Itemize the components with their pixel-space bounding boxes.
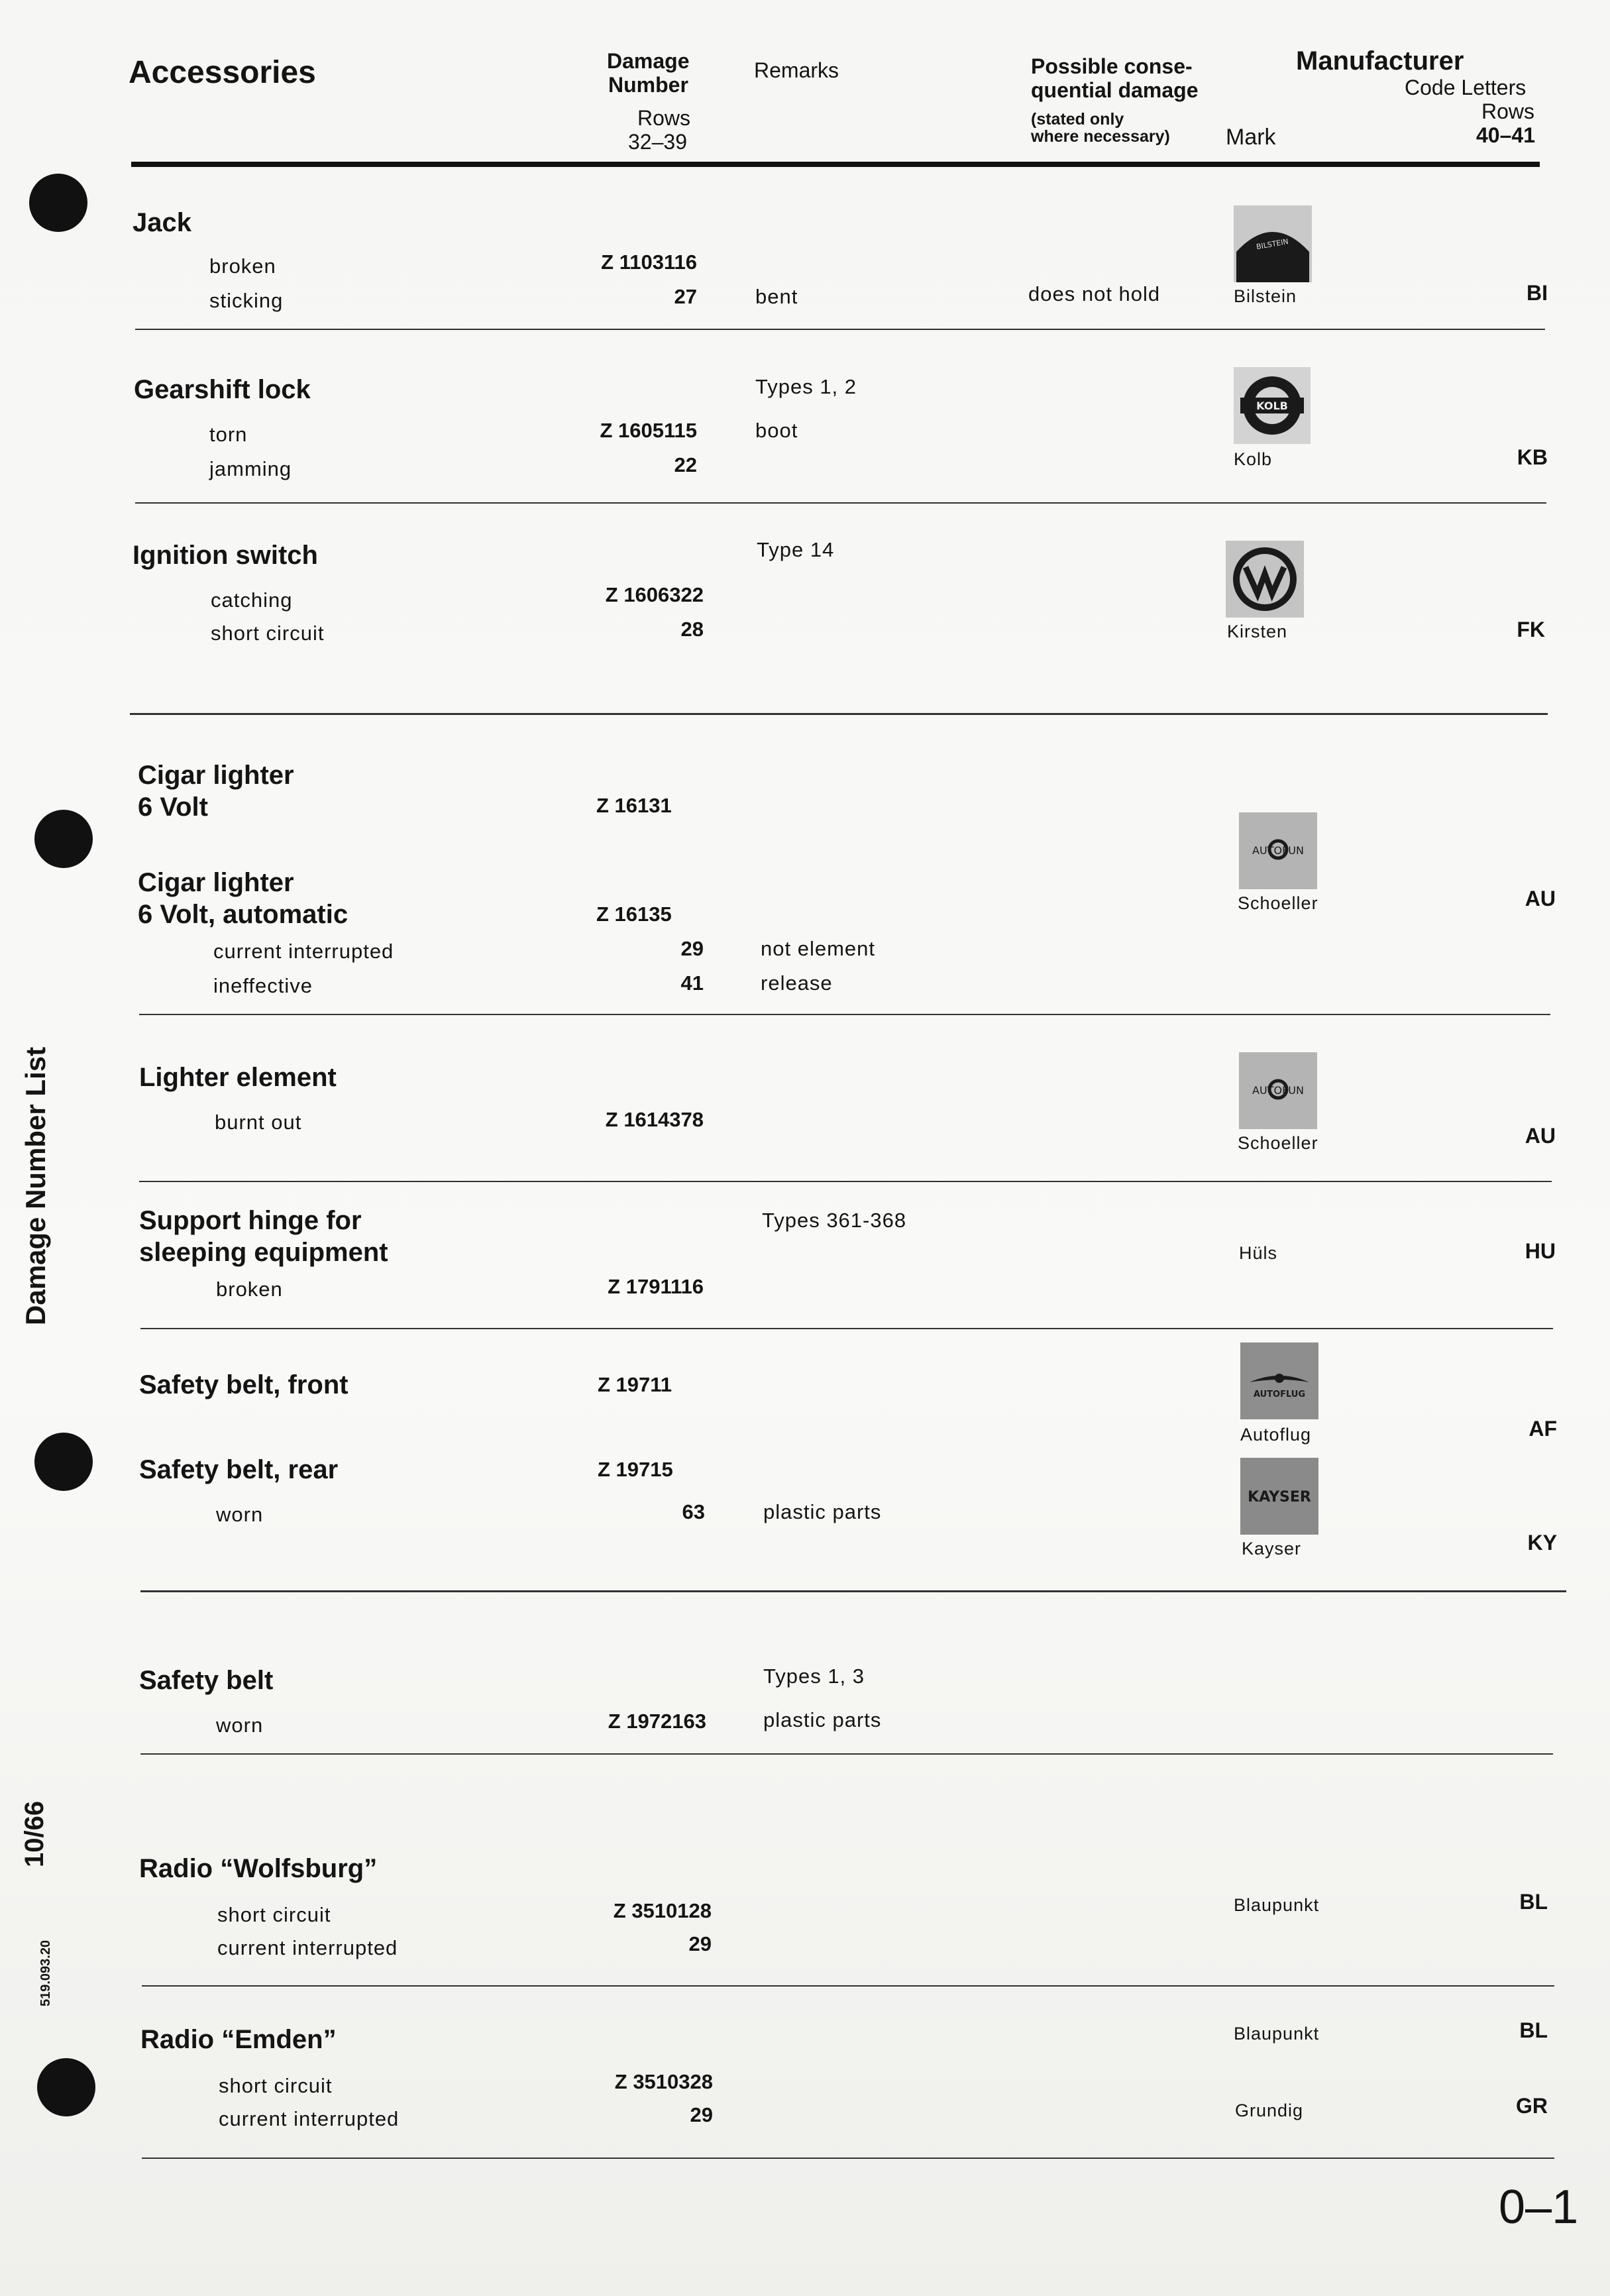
damage-number: 28 [680, 618, 704, 641]
section-divider [139, 1181, 1552, 1182]
manufacturer-mark: Kolb [1234, 449, 1273, 469]
damage-number: Z 19715 [598, 1458, 673, 1481]
manufacturer-mark: Bilstein [1234, 286, 1297, 306]
damage-number-header: Damage [607, 49, 690, 73]
damage-number: 29 [690, 2103, 713, 2126]
code-letters: KB [1517, 445, 1548, 469]
manufacturer-mark: Schoeller [1238, 1133, 1318, 1153]
bilstein-logo-icon [1234, 205, 1312, 282]
mark-header: Mark [1226, 125, 1276, 150]
damage-label: burnt out [215, 1111, 302, 1134]
item-title: Radio “Emden” [140, 2025, 337, 2054]
manufacturer-mark: Blaupunkt [1234, 1895, 1320, 1915]
damage-label: worn [216, 1503, 264, 1526]
remark: not element [761, 937, 875, 960]
damage-label: jamming [209, 457, 292, 480]
remark: plastic parts [763, 1708, 882, 1731]
item-title: 6 Volt [138, 793, 208, 822]
item-title: Jack [133, 208, 191, 237]
manufacturer-header: Manufacturer [1296, 46, 1464, 76]
item-title: Safety belt, front [139, 1370, 349, 1399]
item-title: Gearshift lock [134, 375, 311, 404]
punch-hole [34, 1433, 93, 1491]
remark: Type 14 [757, 538, 835, 561]
code-letters: AU [1525, 887, 1556, 910]
damage-label: current interrupted [219, 2107, 400, 2130]
section-divider [142, 2158, 1554, 2159]
section-divider [142, 1985, 1554, 1987]
remark: Types 361-368 [762, 1209, 907, 1232]
damage-number: Z 1606322 [605, 583, 704, 606]
damage-label: short circuit [211, 622, 325, 645]
item-title: Safety belt [139, 1666, 274, 1695]
kayser-logo-icon [1240, 1458, 1318, 1535]
autofun-logo-icon [1239, 1052, 1317, 1129]
manufacturer-mark: Blaupunkt [1234, 2024, 1320, 2044]
manufacturer-mark: Autoflug [1240, 1425, 1312, 1445]
item-title: Cigar lighter [138, 868, 294, 897]
logo-text: BILSTEIN [1256, 237, 1289, 252]
damage-number: Z 16131 [596, 794, 672, 817]
damage-number: 22 [674, 453, 697, 476]
side-date: 10/66 [20, 1800, 49, 1867]
consequential-header: quential damage [1031, 78, 1199, 102]
code-letters: KY [1527, 1531, 1557, 1555]
remark: Types 1, 3 [763, 1665, 865, 1688]
manufacturer-mark: Hüls [1239, 1243, 1278, 1263]
logo-text: AUTOFLUG [1253, 1390, 1306, 1399]
side-list-title: Damage Number List [20, 1046, 51, 1325]
damage-number: Z 1791116 [608, 1275, 704, 1298]
item-title: 6 Volt, automatic [138, 900, 349, 929]
damage-number: Z 3510328 [614, 2070, 713, 2093]
section-divider [140, 1328, 1553, 1329]
remark: boot [755, 419, 798, 442]
kirsten-logo-icon [1226, 541, 1304, 618]
autofun-logo-icon [1239, 812, 1317, 889]
section-divider [140, 1590, 1566, 1592]
stated-note: where necessary) [1031, 127, 1170, 146]
item-title: sleeping equipment [139, 1238, 388, 1267]
code-letters: FK [1517, 618, 1545, 641]
code-letters: BL [1519, 2018, 1548, 2042]
damage-number: Z 19711 [598, 1373, 672, 1396]
item-title: Cigar lighter [138, 761, 294, 790]
section-divider [135, 502, 1546, 504]
damage-number: 29 [688, 1932, 712, 1955]
code-letters: GR [1516, 2094, 1548, 2118]
remark: Types 1, 2 [755, 375, 857, 398]
damage-number: 27 [674, 285, 697, 308]
damage-label: catching [211, 588, 293, 612]
page-number: 0–1 [1499, 2181, 1579, 2234]
item-title: Lighter element [139, 1063, 337, 1092]
item-title: Radio “Wolfsburg” [139, 1854, 378, 1883]
item-title: Ignition switch [133, 541, 318, 570]
damage-number: Z 1972163 [608, 1710, 706, 1733]
damage-label: short circuit [217, 1903, 331, 1926]
rows-label: Rows [637, 106, 691, 130]
manufacturer-mark: Grundig [1235, 2101, 1304, 2120]
remark: plastic parts [763, 1500, 882, 1523]
page-title: Accessories [129, 55, 316, 90]
punch-hole [29, 174, 87, 232]
damage-number: 29 [680, 937, 704, 960]
logo-text: AUTOFUN [1252, 1084, 1304, 1097]
section-divider [139, 1014, 1550, 1015]
code-letters: BI [1527, 281, 1548, 305]
manufacturer-mark: Kirsten [1227, 622, 1288, 641]
side-reference: 519.093.20 [38, 1940, 53, 2006]
damage-label: ineffective [213, 974, 313, 997]
consequential-damage: does not hold [1028, 282, 1161, 305]
damage-label: worn [216, 1714, 264, 1737]
section-divider [130, 713, 1548, 715]
punch-hole [37, 2058, 95, 2116]
damage-number: 63 [682, 1500, 705, 1523]
section-divider [135, 329, 1545, 330]
punch-hole [34, 810, 93, 868]
remarks-header: Remarks [754, 58, 839, 82]
damage-label: current interrupted [217, 1936, 398, 1959]
remark: bent [755, 285, 798, 308]
manufacturer-mark: Schoeller [1238, 893, 1318, 913]
damage-number: 41 [680, 971, 704, 995]
damage-number: Z 1605115 [600, 419, 697, 442]
damage-label: sticking [209, 289, 284, 312]
remark: release [761, 971, 833, 995]
logo-text: KOLB [1256, 400, 1288, 412]
damage-number: Z 1614378 [605, 1108, 704, 1131]
rows-range: 32–39 [628, 130, 687, 154]
kolb-logo-icon [1234, 367, 1311, 444]
logo-text: KAYSER [1248, 1489, 1311, 1505]
code-rows-range: 40–41 [1476, 123, 1535, 147]
damage-label: broken [216, 1278, 283, 1301]
stated-note: (stated only [1031, 110, 1124, 129]
damage-label: short circuit [219, 2074, 333, 2097]
damage-number: Z 3510128 [613, 1899, 712, 1922]
autoflug-logo-icon [1240, 1342, 1318, 1419]
code-letters: BL [1519, 1890, 1548, 1914]
code-letters: AU [1525, 1124, 1556, 1148]
damage-label: torn [209, 423, 248, 446]
damage-label: broken [209, 254, 276, 278]
section-divider [140, 1753, 1553, 1755]
code-letters-header: Code Letters [1405, 76, 1527, 99]
item-title: Support hinge for [139, 1206, 362, 1235]
damage-number-header: Number [608, 73, 688, 97]
damage-label: current interrupted [213, 940, 394, 963]
code-letters: AF [1529, 1417, 1557, 1441]
header-rule [131, 162, 1540, 167]
manufacturer-mark: Kayser [1242, 1539, 1302, 1558]
code-letters: HU [1525, 1239, 1556, 1263]
logo-text: AUTOFUN [1252, 844, 1304, 857]
damage-number: Z 16135 [596, 902, 672, 926]
code-rows-label: Rows [1481, 99, 1535, 123]
consequential-header: Possible conse- [1031, 54, 1193, 78]
damage-number: Z 1103116 [601, 250, 697, 274]
item-title: Safety belt, rear [139, 1455, 339, 1484]
